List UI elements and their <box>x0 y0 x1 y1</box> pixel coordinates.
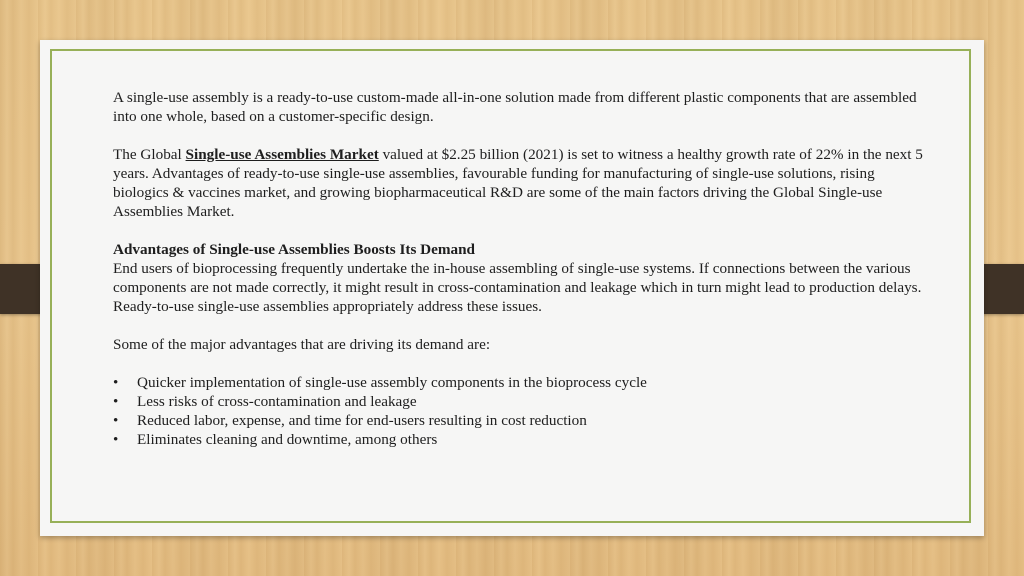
list-item <box>113 411 923 430</box>
bullet-marker: • <box>113 431 119 448</box>
intro-paragraph: A single-use assembly is a ready-to-use custom-made all-in-one solution made from different plastic components that are assembled into one whole, based on a customer-specific design. <box>113 89 917 125</box>
list-item-text: Less risks of cross-contamination and leakage <box>137 393 417 410</box>
slide-content <box>113 88 923 449</box>
advantages-list <box>113 373 923 449</box>
spacer <box>113 126 923 145</box>
market-paragraph-suffix: valued at $2.25 billion (2021) is set to witness a healthy growth rate of 22% in the next 5 years. Advantages of ready-to-use single-use assemblies, favourable funding for manufacturing of single-use solutions, rising biologics & vaccines market, and growing biopharmaceutical R&D are some of the main factors driving the Global Single-use Assemblies Market. <box>113 146 923 220</box>
market-report-link[interactable]: Single-use Assemblies Market <box>185 146 379 163</box>
section-heading: Advantages of Single-use Assemblies Boosts Its Demand <box>113 241 476 258</box>
list-item <box>113 373 923 392</box>
spacer <box>113 316 923 335</box>
bullet-marker: • <box>113 412 119 429</box>
spacer <box>113 354 923 373</box>
list-item-text: Eliminates cleaning and downtime, among others <box>137 431 438 448</box>
slide-card <box>40 40 984 536</box>
market-paragraph-prefix: The Global <box>113 146 186 163</box>
list-item <box>113 430 923 449</box>
market-paragraph <box>113 145 923 221</box>
bullet-marker: • <box>113 393 119 410</box>
advantages-intro: Some of the major advantages that are driving its demand are: <box>113 336 491 353</box>
list-item-text: Reduced labor, expense, and time for end-users resulting in cost reduction <box>137 412 587 429</box>
section-body: End users of bioprocessing frequently undertake the in-house assembling of single-use systems. If connections between the various components are not made correctly, it might result in cross-contamination and leakage which in turn might lead to production delays. Ready-to-use single-use assemblies appropriately address these issues. <box>113 260 922 315</box>
list-item-text: Quicker implementation of single-use assembly components in the bioprocess cycle <box>137 374 647 391</box>
list-item <box>113 392 923 411</box>
spacer <box>113 221 923 240</box>
bullet-marker: • <box>113 374 119 391</box>
